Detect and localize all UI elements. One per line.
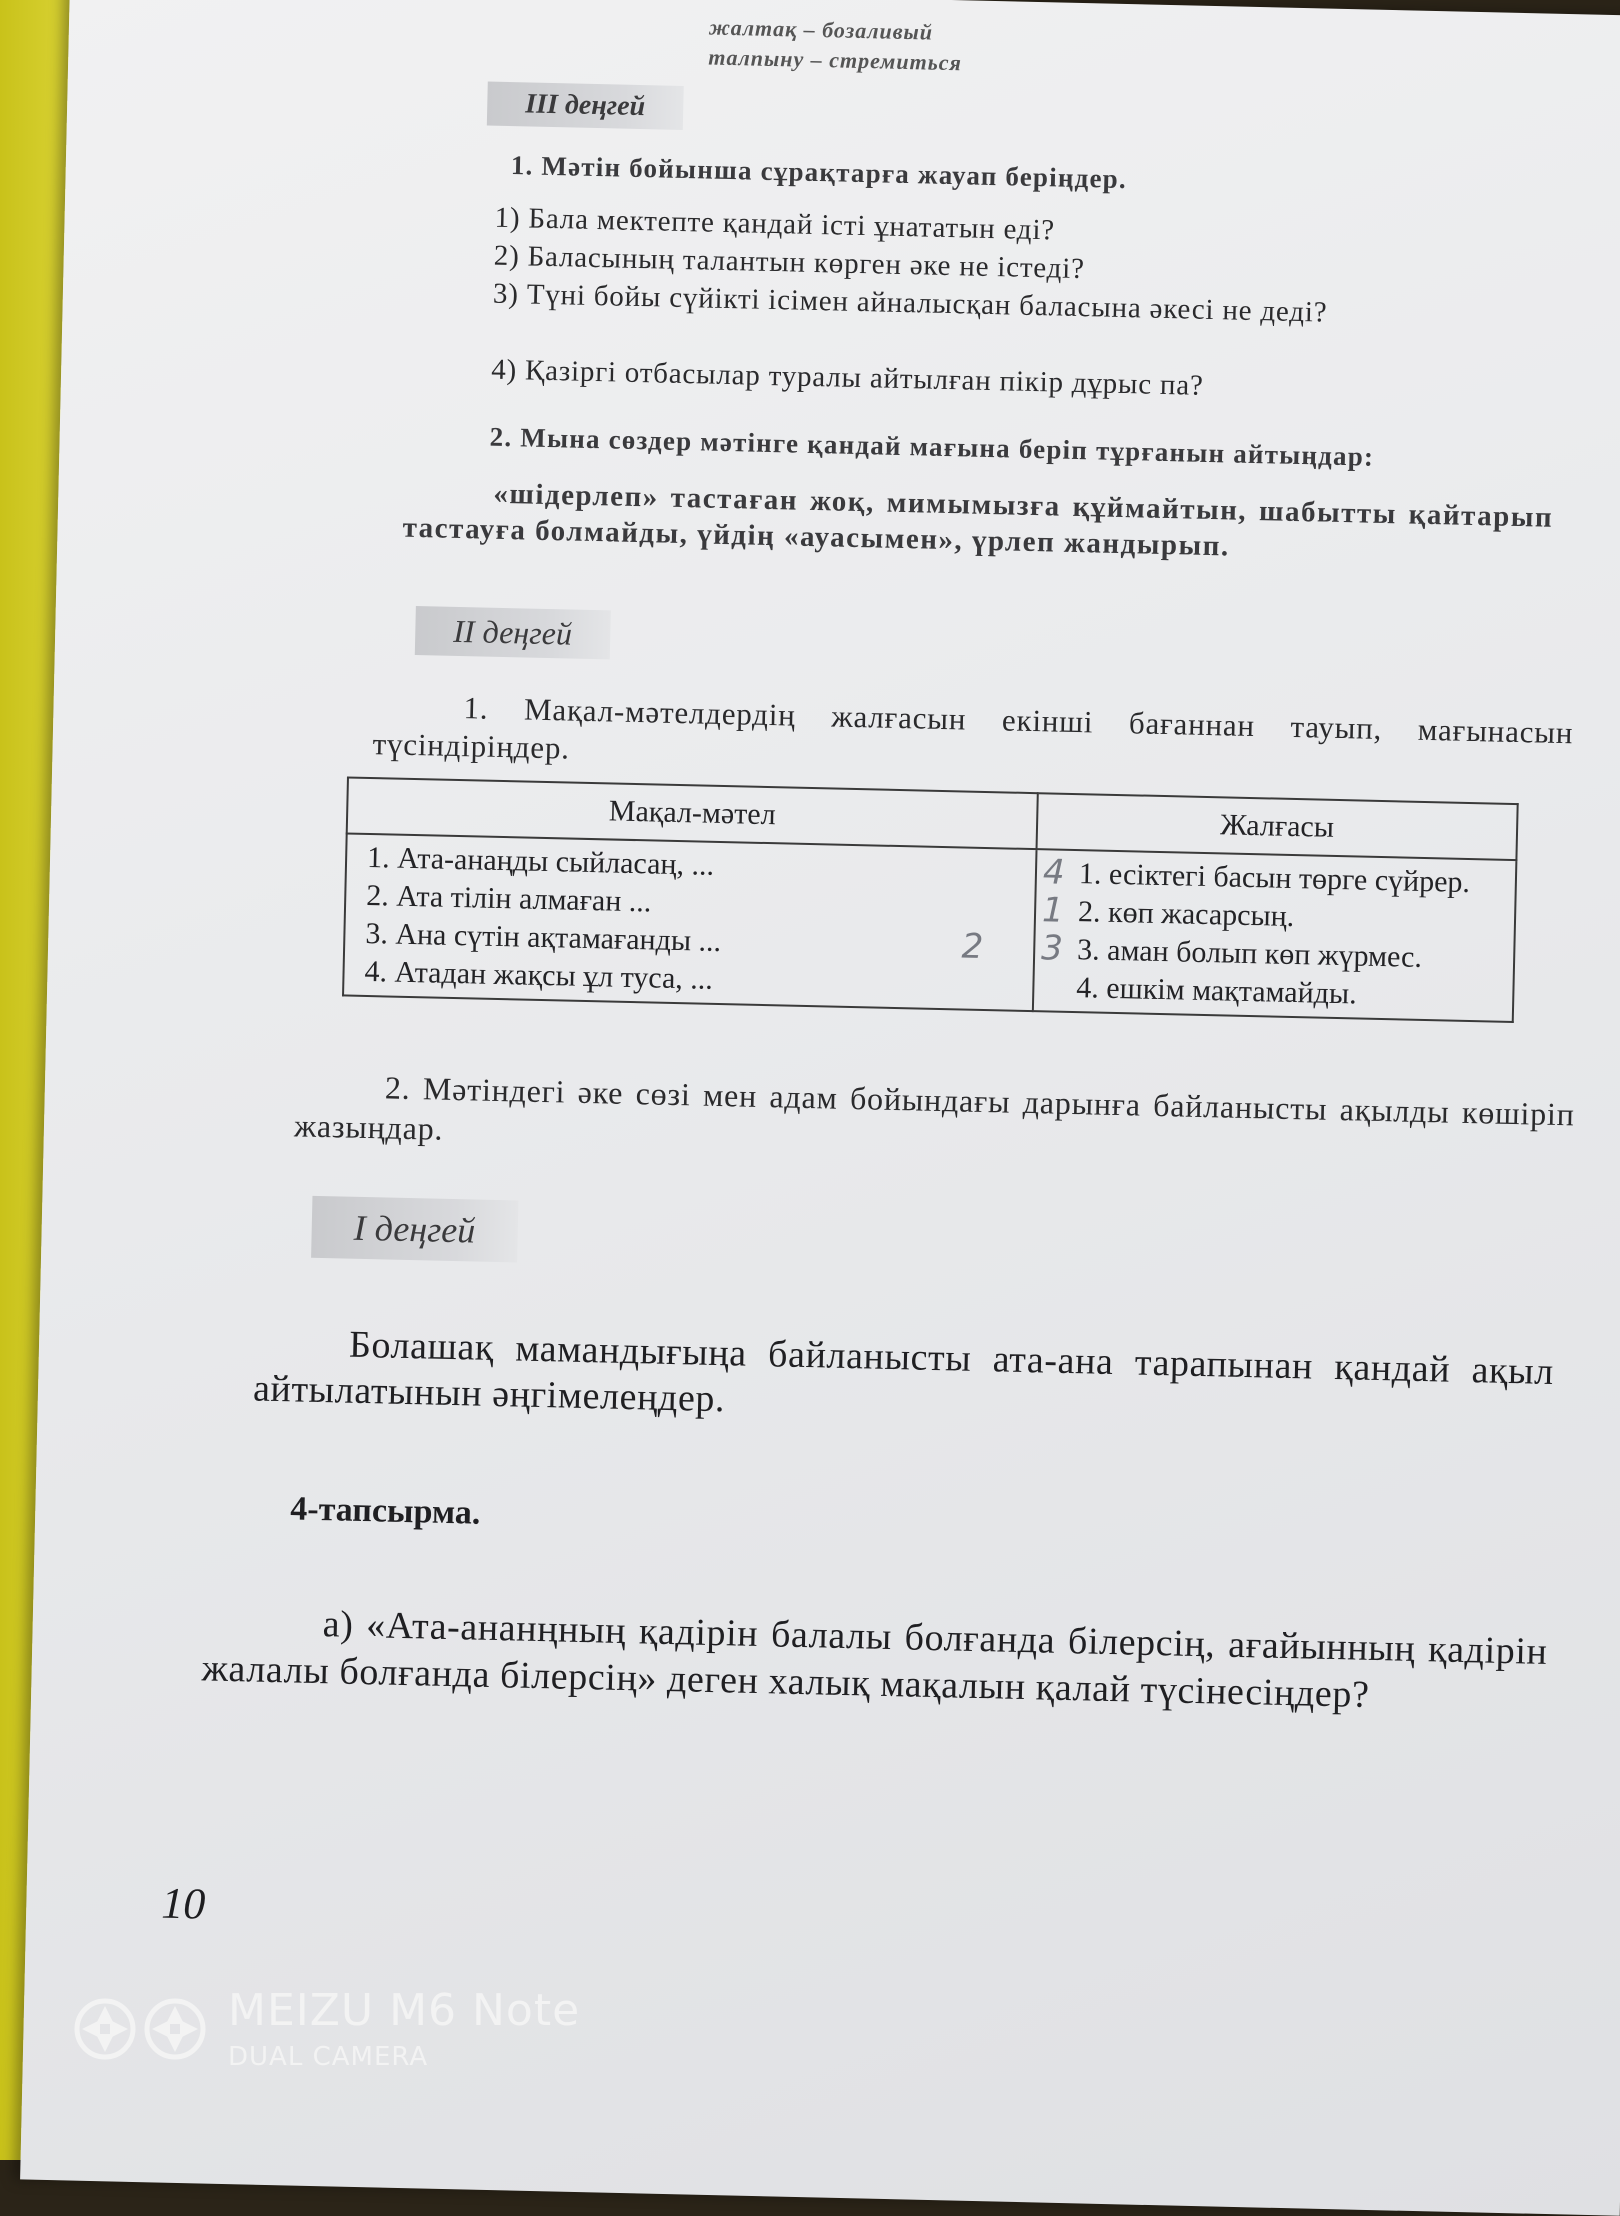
vocab-line-2: талпыну – стремиться — [708, 44, 963, 76]
handwritten-mark-right-3: 3 — [1040, 928, 1064, 969]
proverb-ending-4: 4. ешкім мақтамайды. — [1076, 971, 1358, 1011]
watermark-brand: MEIZU M6 Note — [228, 1985, 581, 2036]
proverb-endings-cell — [1033, 849, 1517, 1022]
table-header-proverb: Мақал-мәтел — [347, 778, 1038, 850]
proverbs-table — [342, 776, 1519, 1023]
question-2: 2) Баласының талантын көрген әке не істеді? — [493, 239, 1086, 286]
table-body-row — [343, 833, 1516, 1022]
vocab-line-1: жалтақ – бозаливый — [708, 14, 934, 45]
proverb-beginning-1: 1. Ата-анаңды сыйласаң, ... — [366, 840, 715, 882]
task-4-heading: 4-тапсырма. — [289, 1490, 481, 1532]
textbook-page — [20, 0, 1620, 2216]
proverb-beginning-4: 4. Атадан жақсы ұл туса, ... — [364, 954, 714, 996]
proverb-beginning-2: 2. Ата тілін алмаған ... — [365, 878, 652, 919]
watermark-text — [228, 1985, 580, 2072]
task-4-text: а) «Ата-ананңның қадірін балалы болғанда білерсің, ағайынның қадірін жалалы болғанда білерсің» деген халық мақалын қалай түсінесіңдер? — [201, 1603, 1548, 1716]
handwritten-mark-right-1: 4 — [1042, 852, 1066, 893]
level-3-label: III деңгей — [487, 82, 684, 130]
question-1: 1) Бала мектепте қандай істі ұнататын еді? — [494, 201, 1056, 247]
level-3-task-2-heading: 2. Мына сөздер мәтінге қандай мағына беріп тұрғанын айтыңдар: — [489, 421, 1375, 472]
twin-lens-camera-icon — [70, 1994, 210, 2064]
table-header-ending: Жалғасы — [1037, 793, 1518, 860]
proverb-ending-3: 3. аман болып көп жүрмес. — [1076, 933, 1423, 974]
question-4: 4) Қазіргі отбасылар туралы айтылған пікір дұрыс па? — [490, 353, 1205, 402]
level-2-task-1-text: 1. Мақал-мәтелдердің жалғасын екінші бағаннан тауып, мағынасын түсіндіріңдер. — [372, 690, 1574, 766]
level-3-task-2-words: «шідерлеп» тастаған жоқ, мимымызға құймайтын, шабытты қайтарып тастауға болмайды, үйдің «ауасымен», үрлеп жандырып. — [402, 477, 1554, 563]
level-2-label: II деңгей — [415, 606, 611, 659]
level-1-label: I деңгей — [311, 1196, 518, 1263]
proverb-beginning-3: 3. Ана сүтін ақтамағанды ... — [365, 916, 722, 959]
proverb-ending-2: 2. көп жасарсың. — [1077, 895, 1295, 934]
proverb-beginnings-cell — [343, 833, 1036, 1011]
level-2-task-2-text: 2. Мәтіндегі әке сөзі мен адам бойындағы дарынға байланысты ақылды көшіріп жазыңдар. — [293, 1069, 1576, 1147]
proverb-ending-1: 1. есіктегі басын төрге сүйрер. — [1078, 857, 1471, 899]
level-1-text: Болашақ мамандығыңа байланысты ата-ана тарапынан қандай ақыл айтылатынын әңгімелеңдер. — [252, 1323, 1555, 1421]
question-3: 3) Түні бойы сүйікті ісімен айналысқан баласына әкесі не деді? — [492, 277, 1328, 329]
camera-watermark — [70, 1985, 580, 2072]
level-3-task-1-heading: 1. Мәтін бойынша сұрақтарға жауап беріңдер. — [510, 150, 1128, 195]
handwritten-mark-right-2: 1 — [1041, 890, 1065, 931]
handwritten-mark-left-3: 2 — [961, 926, 984, 967]
watermark-sub: DUAL CAMERA — [228, 2042, 429, 2072]
page-number: 10 — [160, 1878, 206, 1929]
